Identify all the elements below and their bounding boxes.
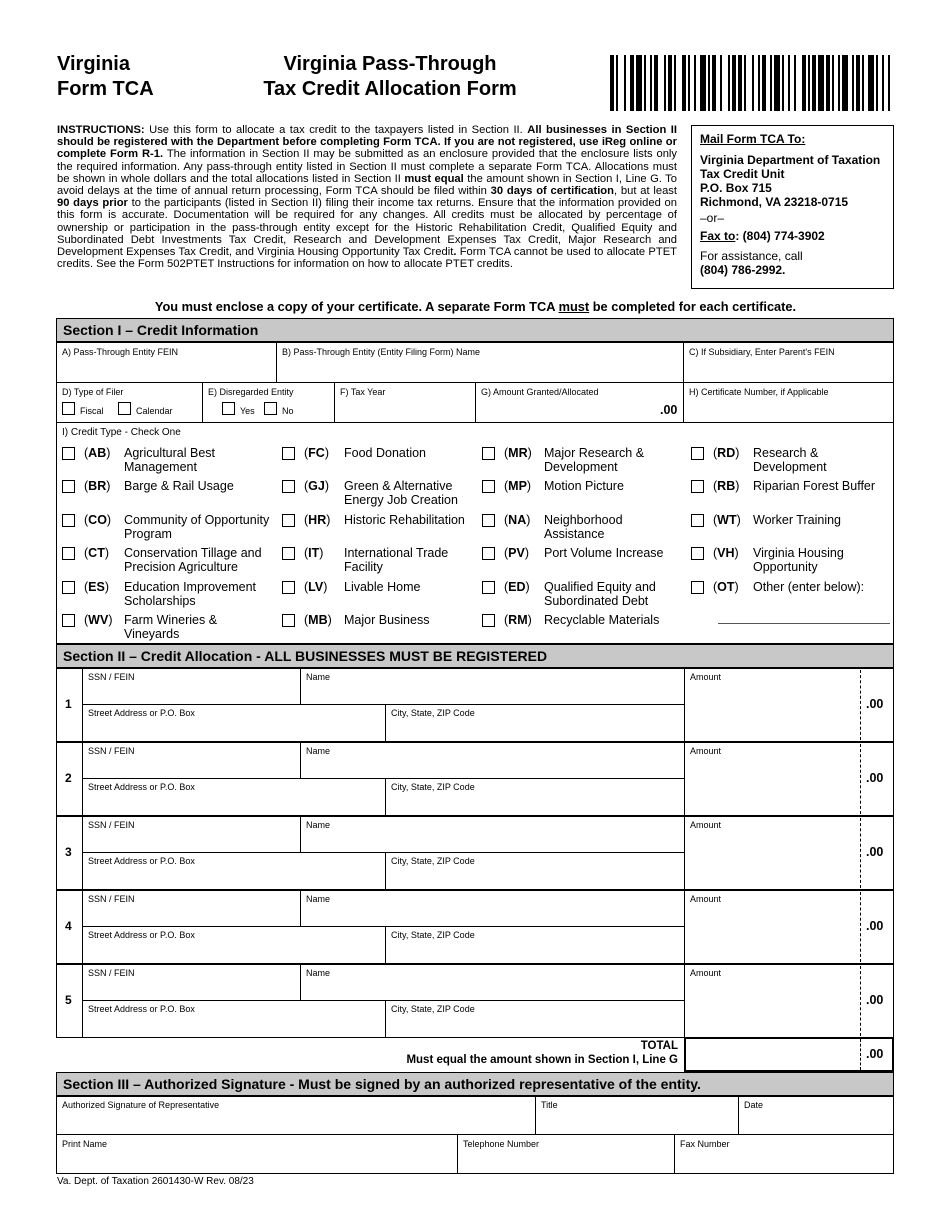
total-cents: .00 — [866, 1047, 884, 1061]
credit-code: (WV) — [84, 613, 113, 627]
credit-label: Riparian Forest Buffer — [753, 479, 876, 493]
row-number: 5 — [65, 993, 72, 1007]
credit-checkbox-es[interactable] — [62, 581, 75, 594]
credit-checkbox-ed[interactable] — [482, 581, 495, 594]
name-input[interactable] — [301, 830, 683, 851]
instructions-text: Form TCA cannot be used to allocate PTET credits. See the Form 502PTET Instructions for information on how to allocate PTET credits. — [57, 246, 677, 271]
instructions-bold: 90 days prior — [57, 197, 128, 210]
signature-label: Authorized Signature of Representative — [62, 1100, 220, 1110]
street-label: Street Address or P.O. Box — [88, 856, 195, 866]
credit-code: (ES) — [84, 580, 110, 594]
field-h-label: H) Certificate Number, if Applicable — [689, 387, 829, 397]
assist-text: For assistance, call — [700, 249, 803, 263]
amount-label: Amount — [690, 894, 722, 904]
mail-line: Virginia Department of Taxation — [700, 153, 881, 167]
section1-header: Section I – Credit Information — [56, 318, 894, 342]
credit-label: Neighborhood Assistance — [544, 513, 623, 541]
credit-code: (BR) — [84, 479, 111, 493]
credit-label: Recyclable Materials — [544, 613, 660, 627]
city-label: City, State, ZIP Code — [391, 856, 475, 866]
credit-label: Conservation Tillage and Precision Agriculture — [124, 546, 262, 574]
disregarded-no-checkbox[interactable] — [264, 402, 277, 415]
row-number: 1 — [65, 697, 72, 711]
credit-checkbox-mp[interactable] — [482, 480, 495, 493]
no-label: No — [282, 406, 294, 416]
total-label-block — [300, 1039, 678, 1067]
mail-line: Tax Credit Unit — [700, 167, 785, 181]
total-note: Must equal the amount shown in Section I, Line G — [406, 1054, 678, 1066]
credit-code: (AB) — [84, 446, 111, 460]
title-input[interactable] — [536, 1110, 737, 1133]
credit-code: (WT) — [713, 513, 741, 527]
ssn-fein-input[interactable] — [83, 756, 299, 777]
credit-checkbox-co[interactable] — [62, 514, 75, 527]
credit-code: (PV) — [504, 546, 530, 560]
instructions-bold: All businesses in Section II should be registered with the Department before completing Form TCA. If you are not registered, use iReg online or complete Form R-1. — [57, 124, 677, 161]
state-name: Virginia — [57, 53, 130, 75]
field-e-label: E) Disregarded Entity — [208, 387, 294, 397]
city-input[interactable] — [386, 866, 683, 888]
credit-checkbox-ab[interactable] — [62, 447, 75, 460]
section3-header: Section III – Authorized Signature - Must be signed by an authorized representative of the entity. — [56, 1072, 894, 1096]
city-input[interactable] — [386, 940, 683, 962]
instructions-bold: must equal — [404, 172, 464, 185]
name-label: Name — [306, 672, 331, 682]
city-label: City, State, ZIP Code — [391, 930, 475, 940]
credit-label: Community of Opportunity Program — [124, 513, 270, 541]
credit-label: Worker Training — [753, 513, 841, 527]
name-input[interactable] — [301, 756, 683, 777]
credit-checkbox-lv[interactable] — [282, 581, 295, 594]
yes-label: Yes — [240, 406, 255, 416]
credit-label: Farm Wineries & Vineyards — [124, 613, 218, 641]
credit-code: (HR) — [304, 513, 331, 527]
fax-input[interactable] — [675, 1149, 893, 1173]
amount-divider — [860, 744, 861, 814]
field-g-label: G) Amount Granted/Allocated — [481, 387, 599, 397]
instructions-bold: 30 days of certification — [490, 185, 614, 198]
city-input[interactable] — [386, 792, 683, 814]
instructions-text: to the participants (listed in Section II) filing their income tax returns. Ensure that the information provided on this form is accurate. Documentation will be required for any changes. All credits must be allocated by percentage of ownership or participation in the pass-through entity except for the Historic Rehabilitation Credit, Qualified Equity and Subordinated Debt Investments Tax Credit, Research and Development Expenses Tax Credit, Major Research and Development Expenses Tax Credit, and Virginia Housing Opportunity Tax Credit — [57, 197, 677, 259]
amount-label: Amount — [690, 968, 722, 978]
credit-label: Research & Development — [753, 446, 827, 474]
other-credit-line[interactable] — [718, 623, 890, 624]
credit-code: (ED) — [504, 580, 530, 594]
amount-cents: .00 — [866, 697, 884, 711]
credit-code: (MB) — [304, 613, 332, 627]
amount-divider — [860, 966, 861, 1036]
ssn-fein-label: SSN / FEIN — [88, 820, 135, 830]
telephone-label: Telephone Number — [463, 1139, 540, 1149]
credit-checkbox-na[interactable] — [482, 514, 495, 527]
name-label: Name — [306, 746, 331, 756]
credit-code: (RM) — [504, 613, 532, 627]
field-i-label: I) Credit Type - Check One — [62, 427, 181, 438]
fax-line — [700, 229, 885, 243]
credit-checkbox-vh[interactable] — [691, 547, 704, 560]
name-label: Name — [306, 968, 331, 978]
credit-code: (VH) — [713, 546, 739, 560]
amount-cents: .00 — [866, 771, 884, 785]
credit-checkbox-mr[interactable] — [482, 447, 495, 460]
print-name-label: Print Name — [62, 1139, 108, 1149]
amount-divider — [860, 892, 861, 962]
amount-cents: .00 — [866, 845, 884, 859]
city-input[interactable] — [386, 718, 683, 740]
assist-phone: (804) 786-2992. — [700, 263, 786, 277]
credit-label: Other (enter below): — [753, 580, 865, 594]
telephone-input[interactable] — [458, 1149, 673, 1173]
credit-label: Major Research & Development — [544, 446, 645, 474]
enclose-text: be completed for each certificate. — [589, 299, 797, 314]
credit-code: (IT) — [304, 546, 324, 560]
certificate-number-input[interactable] — [684, 398, 893, 421]
credit-label: Education Improvement Scholarships — [124, 580, 257, 608]
credit-code: (RD) — [713, 446, 740, 460]
credit-code: (LV) — [304, 580, 328, 594]
credit-label: Motion Picture — [544, 479, 624, 493]
city-label: City, State, ZIP Code — [391, 708, 475, 718]
parent-fein-input[interactable] — [684, 358, 893, 381]
form-identifier — [57, 52, 154, 102]
ssn-fein-label: SSN / FEIN — [88, 746, 135, 756]
credit-label: Green & Alternative Energy Job Creation — [344, 479, 458, 507]
amount-divider — [860, 818, 861, 888]
ssn-fein-input[interactable] — [83, 682, 299, 703]
mailing-address-box — [691, 125, 894, 289]
page-title — [230, 52, 550, 102]
amount-input[interactable] — [685, 682, 859, 740]
amount-cents: .00 — [866, 919, 884, 933]
credit-code: (MR) — [504, 446, 532, 460]
street-label: Street Address or P.O. Box — [88, 782, 195, 792]
credit-checkbox-wt[interactable] — [691, 514, 704, 527]
street-input[interactable] — [83, 940, 384, 962]
ssn-fein-input[interactable] — [83, 978, 299, 999]
field-c-label: C) If Subsidiary, Enter Parent's FEIN — [689, 347, 835, 357]
credit-checkbox-rm[interactable] — [482, 614, 495, 627]
amount-divider — [860, 670, 861, 740]
calendar-checkbox[interactable] — [118, 402, 131, 415]
ssn-fein-input[interactable] — [83, 904, 299, 925]
credit-checkbox-rb[interactable] — [691, 480, 704, 493]
fiscal-label: Fiscal — [80, 406, 104, 416]
credit-code: (CT) — [84, 546, 110, 560]
city-input[interactable] — [386, 1014, 683, 1036]
credit-checkbox-mb[interactable] — [282, 614, 295, 627]
row-divider — [82, 704, 684, 705]
instructions-lead: INSTRUCTIONS: — [57, 124, 145, 136]
credit-checkbox-wv[interactable] — [62, 614, 75, 627]
ssn-fein-label: SSN / FEIN — [88, 672, 135, 682]
amount-label: Amount — [690, 820, 722, 830]
footer: Va. Dept. of Taxation 2601430-W Rev. 08/23 — [57, 1176, 254, 1187]
fiscal-checkbox[interactable] — [62, 402, 75, 415]
amount-input[interactable] — [685, 904, 859, 962]
instructions — [57, 124, 677, 270]
ssn-fein-input[interactable] — [83, 830, 299, 851]
amount-granted-cents: .00 — [660, 403, 678, 417]
credit-checkbox-pv[interactable] — [482, 547, 495, 560]
row-divider — [82, 778, 684, 779]
fax-label: Fax Number — [680, 1139, 730, 1149]
street-input[interactable] — [83, 866, 384, 888]
mail-line: P.O. Box 715 — [700, 181, 772, 195]
name-input[interactable] — [301, 682, 683, 703]
enclose-text: You must enclose a copy of your certificate. A separate Form TCA — [154, 299, 559, 314]
amount-granted-input[interactable] — [476, 398, 656, 421]
row-number: 2 — [65, 771, 72, 785]
enclose-must: must — [558, 299, 590, 314]
ssn-fein-label: SSN / FEIN — [88, 894, 135, 904]
credit-label: Food Donation — [344, 446, 427, 460]
disregarded-yes-checkbox[interactable] — [222, 402, 235, 415]
instructions-text: , but at least — [613, 185, 677, 198]
street-input[interactable] — [83, 792, 384, 814]
title-label: Title — [541, 1100, 558, 1110]
title-line-2: Tax Credit Allocation Form — [263, 78, 517, 100]
date-input[interactable] — [739, 1110, 893, 1133]
city-label: City, State, ZIP Code — [391, 1004, 475, 1014]
credit-checkbox-ot[interactable] — [691, 581, 704, 594]
date-label: Date — [744, 1100, 764, 1110]
instructions-text: Use this form to allocate a tax credit to the taxpayers listed in Section II. — [144, 124, 528, 136]
barcode — [610, 55, 892, 111]
credit-code: (OT) — [713, 580, 739, 594]
credit-label: Qualified Equity and Subordinated Debt — [544, 580, 656, 608]
row-number: 3 — [65, 845, 72, 859]
credit-label: Port Volume Increase — [544, 546, 664, 560]
street-label: Street Address or P.O. Box — [88, 1004, 195, 1014]
city-label: City, State, ZIP Code — [391, 782, 475, 792]
credit-label: Barge & Rail Usage — [124, 479, 234, 493]
field-a-label: A) Pass-Through Entity FEIN — [62, 347, 179, 357]
credit-label: Virginia Housing Opportunity — [753, 546, 844, 574]
instructions-bold: . — [453, 246, 457, 259]
amount-input[interactable] — [685, 756, 859, 814]
name-input[interactable] — [301, 904, 683, 925]
ssn-fein-label: SSN / FEIN — [88, 968, 135, 978]
instructions-text: The information in Section II may be submitted as an enclosure provided that the enclosure lists only the required information. Any pass-through entity listed in Section II must complete a separate Form TCA. Allocations must be shown in whole dollars and the total allocations listed in Section II — [57, 148, 678, 185]
street-label: Street Address or P.O. Box — [88, 930, 195, 940]
credit-checkbox-gj[interactable] — [282, 480, 295, 493]
credit-label: Livable Home — [344, 580, 421, 594]
fax-number: : (804) 774-3902 — [735, 229, 825, 243]
name-input[interactable] — [301, 978, 683, 999]
row-number: 4 — [65, 919, 72, 933]
row-divider — [82, 926, 684, 927]
credit-code: (MP) — [504, 479, 532, 493]
name-label: Name — [306, 894, 331, 904]
credit-code: (RB) — [713, 479, 740, 493]
amount-label: Amount — [690, 672, 722, 682]
name-label: Name — [306, 820, 331, 830]
credit-label: Agricultural Best Management — [124, 446, 216, 474]
print-name-input[interactable] — [57, 1149, 456, 1173]
credit-code: (GJ) — [304, 479, 330, 493]
credit-checkbox-it[interactable] — [282, 547, 295, 560]
credit-label: Major Business — [344, 613, 430, 627]
tax-year-input[interactable] — [335, 398, 474, 421]
enclose-notice — [57, 299, 894, 314]
credit-label: International Trade Facility — [344, 546, 449, 574]
instructions-text: the amount shown in Section I, Line G. To avoid delays at the time of annual return processing, Form TCA should be filed within — [57, 172, 677, 198]
mail-heading: Mail Form TCA To: — [700, 132, 806, 146]
street-input[interactable] — [83, 1014, 384, 1036]
credit-code: (FC) — [304, 446, 330, 460]
credit-checkbox-fc[interactable] — [282, 447, 295, 460]
field-b-label: B) Pass-Through Entity (Entity Filing Form) Name — [282, 347, 481, 357]
mail-line: Richmond, VA 23218-0715 — [700, 195, 849, 209]
amount-input[interactable] — [685, 830, 859, 888]
credit-label: Historic Rehabilitation — [344, 513, 465, 527]
field-f-label: F) Tax Year — [340, 387, 386, 397]
section2-header: Section II – Credit Allocation - ALL BUSINESSES MUST BE REGISTERED — [56, 644, 894, 668]
fax-label: Fax to — [700, 229, 736, 243]
row-divider — [82, 1000, 684, 1001]
total-label: TOTAL — [640, 1040, 678, 1052]
credit-code: (CO) — [84, 513, 112, 527]
mail-or: –or– — [700, 211, 725, 225]
amount-label: Amount — [690, 746, 722, 756]
row-divider — [82, 852, 684, 853]
street-input[interactable] — [83, 718, 384, 740]
signature-input[interactable] — [57, 1110, 534, 1133]
credit-checkbox-hr[interactable] — [282, 514, 295, 527]
amount-cents: .00 — [866, 993, 884, 1007]
field-d-label: D) Type of Filer — [62, 387, 124, 397]
entity-fein-input[interactable] — [57, 358, 275, 381]
calendar-label: Calendar — [136, 406, 173, 416]
title-line-1: Virginia Pass-Through — [283, 53, 497, 75]
street-label: Street Address or P.O. Box — [88, 708, 195, 718]
credit-code: (NA) — [504, 513, 531, 527]
form-name: Form TCA — [57, 78, 154, 100]
credit-checkbox-br[interactable] — [62, 480, 75, 493]
entity-name-input[interactable] — [277, 358, 682, 381]
total-amount-box[interactable] — [684, 1037, 894, 1072]
credit-checkbox-rd[interactable] — [691, 447, 704, 460]
credit-checkbox-ct[interactable] — [62, 547, 75, 560]
amount-input[interactable] — [685, 978, 859, 1036]
